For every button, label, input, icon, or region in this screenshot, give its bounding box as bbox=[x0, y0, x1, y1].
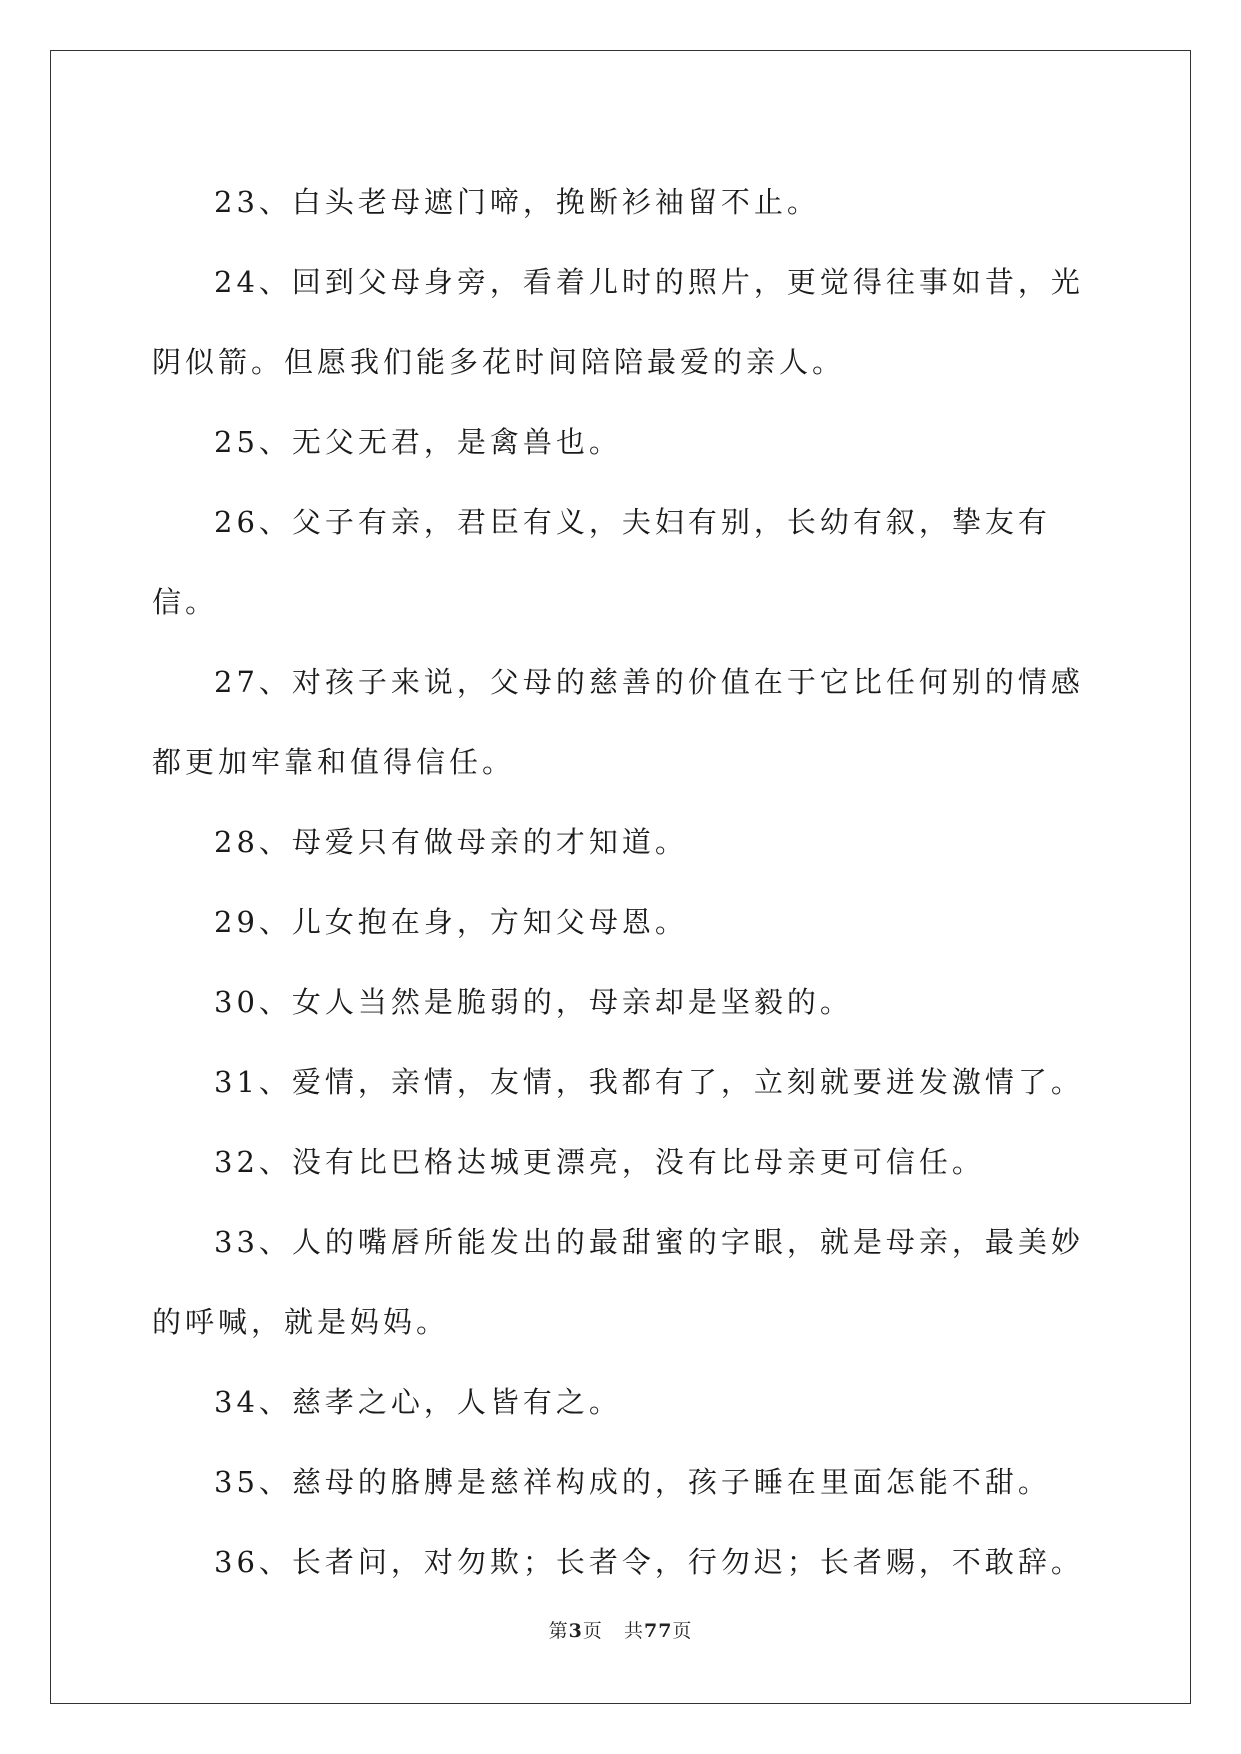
paragraph-23: 23、白头老母遮门啼，挽断衫袖留不止。 bbox=[214, 185, 820, 219]
paragraph-25: 25、无父无君，是禽兽也。 bbox=[214, 425, 622, 459]
current-page-number: 3 bbox=[568, 1620, 583, 1642]
footer-page-suffix: 页 bbox=[582, 1620, 603, 1642]
paragraph-36: 36、长者问，对勿欺；长者令，行勿迟；长者赐，不敢辞。 bbox=[214, 1545, 1084, 1579]
total-page-count: 77 bbox=[643, 1620, 673, 1642]
paragraph-30: 30、女人当然是脆弱的，母亲却是坚毅的。 bbox=[214, 985, 853, 1019]
paragraph-34: 34、慈孝之心，人皆有之。 bbox=[214, 1385, 622, 1419]
page-footer bbox=[0, 1616, 1241, 1643]
footer-total-suffix: 页 bbox=[672, 1620, 693, 1642]
paragraph-28: 28、母爱只有做母亲的才知道。 bbox=[214, 825, 688, 859]
paragraph-29: 29、儿女抱在身，方知父母恩。 bbox=[214, 905, 688, 939]
footer-prefix: 第 bbox=[548, 1620, 569, 1642]
paragraph-26: 26、父子有亲，君臣有义，夫妇有别，长幼有叙，挚友有信。 bbox=[152, 505, 1051, 619]
paragraph-35: 35、慈母的胳膊是慈祥构成的，孩子睡在里面怎能不甜。 bbox=[214, 1465, 1051, 1499]
paragraph-27: 27、对孩子来说，父母的慈善的价值在于它比任何别的情感都更加牢靠和值得信任。 bbox=[152, 665, 1084, 779]
paragraph-24: 24、回到父母身旁，看着儿时的照片，更觉得往事如昔，光阴似箭。但愿我们能多花时间陪陪最爱的亲人。 bbox=[152, 265, 1084, 379]
document-body bbox=[152, 162, 1094, 1602]
footer-total-prefix: 共 bbox=[623, 1620, 644, 1642]
paragraph-32: 32、没有比巴格达城更漂亮，没有比母亲更可信任。 bbox=[214, 1145, 985, 1179]
paragraph-31: 31、爱情，亲情，友情，我都有了，立刻就要迸发激情了。 bbox=[214, 1065, 1084, 1099]
paragraph-33: 33、人的嘴唇所能发出的最甜蜜的字眼，就是母亲，最美妙的呼喊，就是妈妈。 bbox=[152, 1225, 1084, 1339]
